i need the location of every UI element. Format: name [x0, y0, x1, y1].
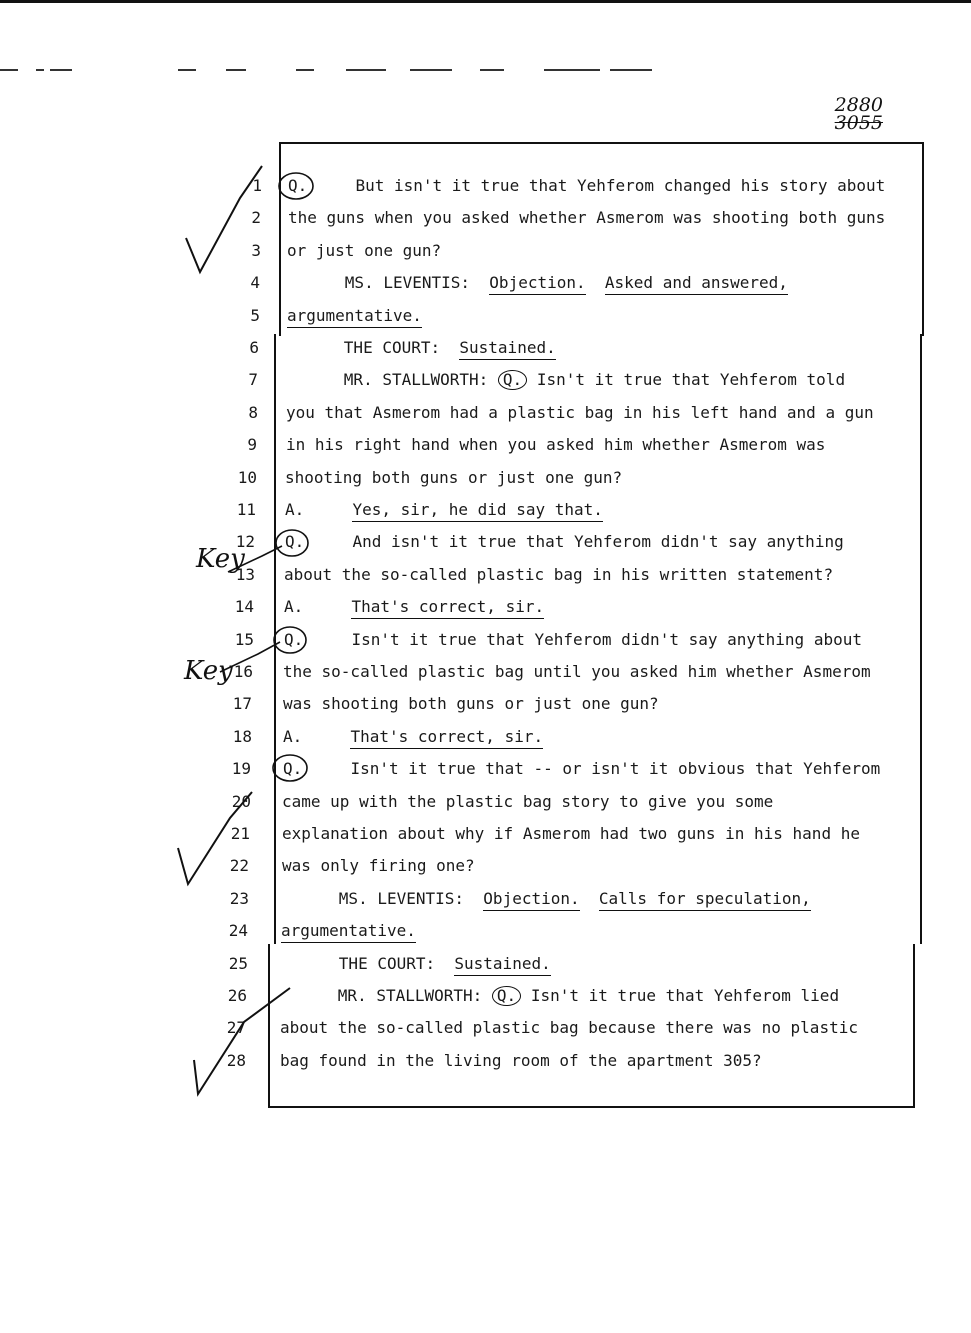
line-text: [285, 468, 622, 488]
line-text: [284, 630, 862, 650]
margin-note-key: Key: [184, 656, 233, 686]
transcript-line: [0, 921, 971, 953]
line-content: But isn't it true that Yehferom changed his story about: [355, 176, 886, 195]
line-text: [281, 921, 416, 941]
line-number: 15: [234, 629, 254, 649]
line-text: [283, 662, 871, 682]
line-number: 21: [230, 824, 250, 843]
transcript-line: [0, 954, 971, 986]
line-number: 26: [227, 986, 247, 1005]
line-text: [286, 370, 845, 390]
transcript-line: [0, 597, 971, 629]
line-text: [288, 176, 885, 196]
line-number: 3: [251, 240, 261, 260]
line-segment: MR. STALLWORTH:: [343, 370, 498, 390]
line-content: explanation about why if Asmerom had two guns in his hand he: [282, 824, 860, 843]
line-text: [287, 241, 441, 261]
line-number: 27: [226, 1018, 246, 1038]
underlined-text: That's correct, sir.: [350, 727, 543, 749]
indent: [286, 370, 344, 389]
line-text: [288, 208, 885, 228]
line-number: 5: [250, 305, 260, 325]
line-text: [280, 986, 839, 1006]
indent: [286, 338, 344, 357]
transcript-line: [0, 306, 971, 338]
transcript-line: [0, 727, 971, 759]
line-content: was only firing one?: [282, 856, 475, 876]
underlined-text: Asked and answered,: [605, 273, 788, 295]
line-content: Isn't it true that Yehferom didn't say anything about: [351, 629, 862, 649]
question-marker: Q.: [288, 176, 308, 195]
line-text: [282, 792, 773, 812]
question-marker: Q.: [284, 629, 304, 649]
line-number: 17: [232, 694, 252, 714]
transcript-line: [0, 986, 971, 1018]
indent: [281, 889, 339, 908]
line-content: was shooting both guns or just one gun?: [283, 694, 659, 714]
line-text: [287, 273, 788, 293]
underlined-text: Sustained.: [454, 954, 550, 976]
line-number: 24: [228, 921, 248, 941]
line-content: about the so-called plastic bag because there was no plastic: [280, 1018, 858, 1038]
indent: [302, 759, 350, 778]
indent: [281, 954, 339, 973]
transcript-line: [0, 532, 971, 564]
transcript-line: [0, 889, 971, 921]
line-content: the guns when you asked whether Asmerom was shooting both guns: [288, 208, 886, 228]
underlined-text: argumentative.: [287, 306, 422, 328]
transcript-line: [0, 435, 971, 467]
line-number: 20: [231, 791, 251, 811]
line-number: 10: [237, 467, 257, 487]
line-number: 25: [228, 953, 248, 973]
transcript-line: [0, 176, 971, 208]
line-text: [280, 1051, 762, 1071]
question-marker: Q.: [283, 759, 303, 779]
line-number: 23: [229, 888, 249, 908]
line-content: in his right hand when you asked him whether Asmerom was: [286, 435, 826, 455]
line-text: [283, 694, 659, 714]
transcript-line: [0, 662, 971, 694]
underlined-text: Sustained.: [459, 338, 555, 360]
line-segment: MR. STALLWORTH:: [337, 986, 492, 1005]
page-number-struck: 3055: [834, 112, 883, 134]
line-text: [283, 759, 880, 779]
circled-q: Q.: [498, 370, 527, 390]
line-segment: A.: [283, 726, 351, 746]
line-number: 1: [252, 176, 262, 195]
line-text: [285, 532, 844, 552]
line-number: 4: [250, 273, 260, 293]
underlined-text: Yes, sir, he did say that.: [352, 500, 602, 522]
line-number: 9: [247, 435, 257, 455]
line-number: 16: [233, 662, 253, 681]
line-number: 28: [226, 1050, 246, 1070]
line-number: 7: [248, 370, 258, 390]
transcript-line: [0, 824, 971, 856]
line-content: And isn't it true that Yehferom didn't say anything: [352, 532, 844, 552]
indent: [304, 532, 352, 551]
transcript-line: [0, 694, 971, 726]
line-number: 11: [236, 500, 256, 519]
line-text: [281, 954, 551, 974]
underlined-text: argumentative.: [281, 921, 416, 943]
line-text: [284, 565, 833, 585]
line-number: 2: [251, 208, 261, 228]
line-segment: A.: [284, 597, 352, 617]
line-segment: Isn't it true that Yehferom lied: [521, 986, 840, 1005]
transcript-line: [0, 1051, 971, 1083]
indent: [303, 630, 351, 649]
transcript-line: [0, 856, 971, 888]
transcript-line: [0, 1018, 971, 1050]
line-number: 13: [235, 564, 255, 584]
line-number: 6: [249, 338, 259, 357]
underlined-text: That's correct, sir.: [351, 597, 544, 619]
line-content: shooting both guns or just one gun?: [285, 467, 623, 487]
line-number: 12: [235, 532, 255, 552]
line-number: 19: [231, 759, 251, 779]
line-text: [281, 889, 811, 909]
underlined-text: Objection.: [483, 889, 579, 911]
line-number: 14: [234, 597, 254, 617]
line-content: bag found in the living room of the apartment 305?: [280, 1050, 762, 1070]
line-segment: [586, 273, 605, 292]
transcript-line: [0, 370, 971, 402]
line-content: or just one gun?: [287, 240, 442, 260]
transcript-line: [0, 208, 971, 240]
indent: [287, 273, 345, 292]
line-segment: MS. LEVENTIS:: [344, 273, 490, 293]
question-marker: Q.: [285, 532, 305, 552]
transcript-line: [0, 759, 971, 791]
line-segment: THE COURT:: [338, 953, 455, 973]
underlined-text: Calls for speculation,: [599, 889, 811, 911]
line-text: [286, 435, 825, 455]
line-number: 18: [232, 726, 252, 746]
indent: [307, 176, 355, 195]
transcript-line: [0, 338, 971, 370]
line-text: [284, 597, 544, 617]
line-text: [285, 500, 603, 520]
transcript-line: [0, 500, 971, 532]
line-number: 22: [229, 856, 249, 876]
margin-note-key: Key: [196, 544, 245, 574]
line-text: [283, 727, 543, 747]
line-content: about the so-called plastic bag in his written statement?: [284, 564, 834, 584]
line-text: [287, 306, 422, 326]
line-segment: [580, 889, 599, 908]
line-content: the so-called plastic bag until you asked him whether Asmerom: [283, 662, 871, 681]
line-text: [280, 1018, 858, 1038]
line-segment: THE COURT:: [343, 338, 460, 357]
page-number-current: 2880: [834, 94, 883, 116]
transcript-line: [0, 468, 971, 500]
transcript-line: [0, 403, 971, 435]
line-segment: A.: [285, 500, 353, 519]
transcript-line: [0, 792, 971, 824]
indent: [280, 986, 338, 1005]
transcript-line: [0, 565, 971, 597]
transcript-line: [0, 630, 971, 662]
line-text: [286, 403, 874, 423]
transcript-line: [0, 241, 971, 273]
line-content: you that Asmerom had a plastic bag in his left hand and a gun: [286, 402, 874, 422]
line-number: 8: [248, 402, 258, 422]
line-content: Isn't it true that -- or isn't it obvious that Yehferom: [350, 759, 881, 779]
line-text: [282, 856, 475, 876]
underlined-text: Objection.: [489, 273, 585, 295]
line-segment: Isn't it true that Yehferom told: [527, 370, 846, 390]
circled-q: Q.: [492, 986, 521, 1006]
transcript-line: [0, 273, 971, 305]
line-text: [286, 338, 556, 358]
line-segment: MS. LEVENTIS:: [338, 888, 484, 908]
line-text: [282, 824, 860, 844]
line-content: came up with the plastic bag story to give you some: [282, 791, 774, 811]
